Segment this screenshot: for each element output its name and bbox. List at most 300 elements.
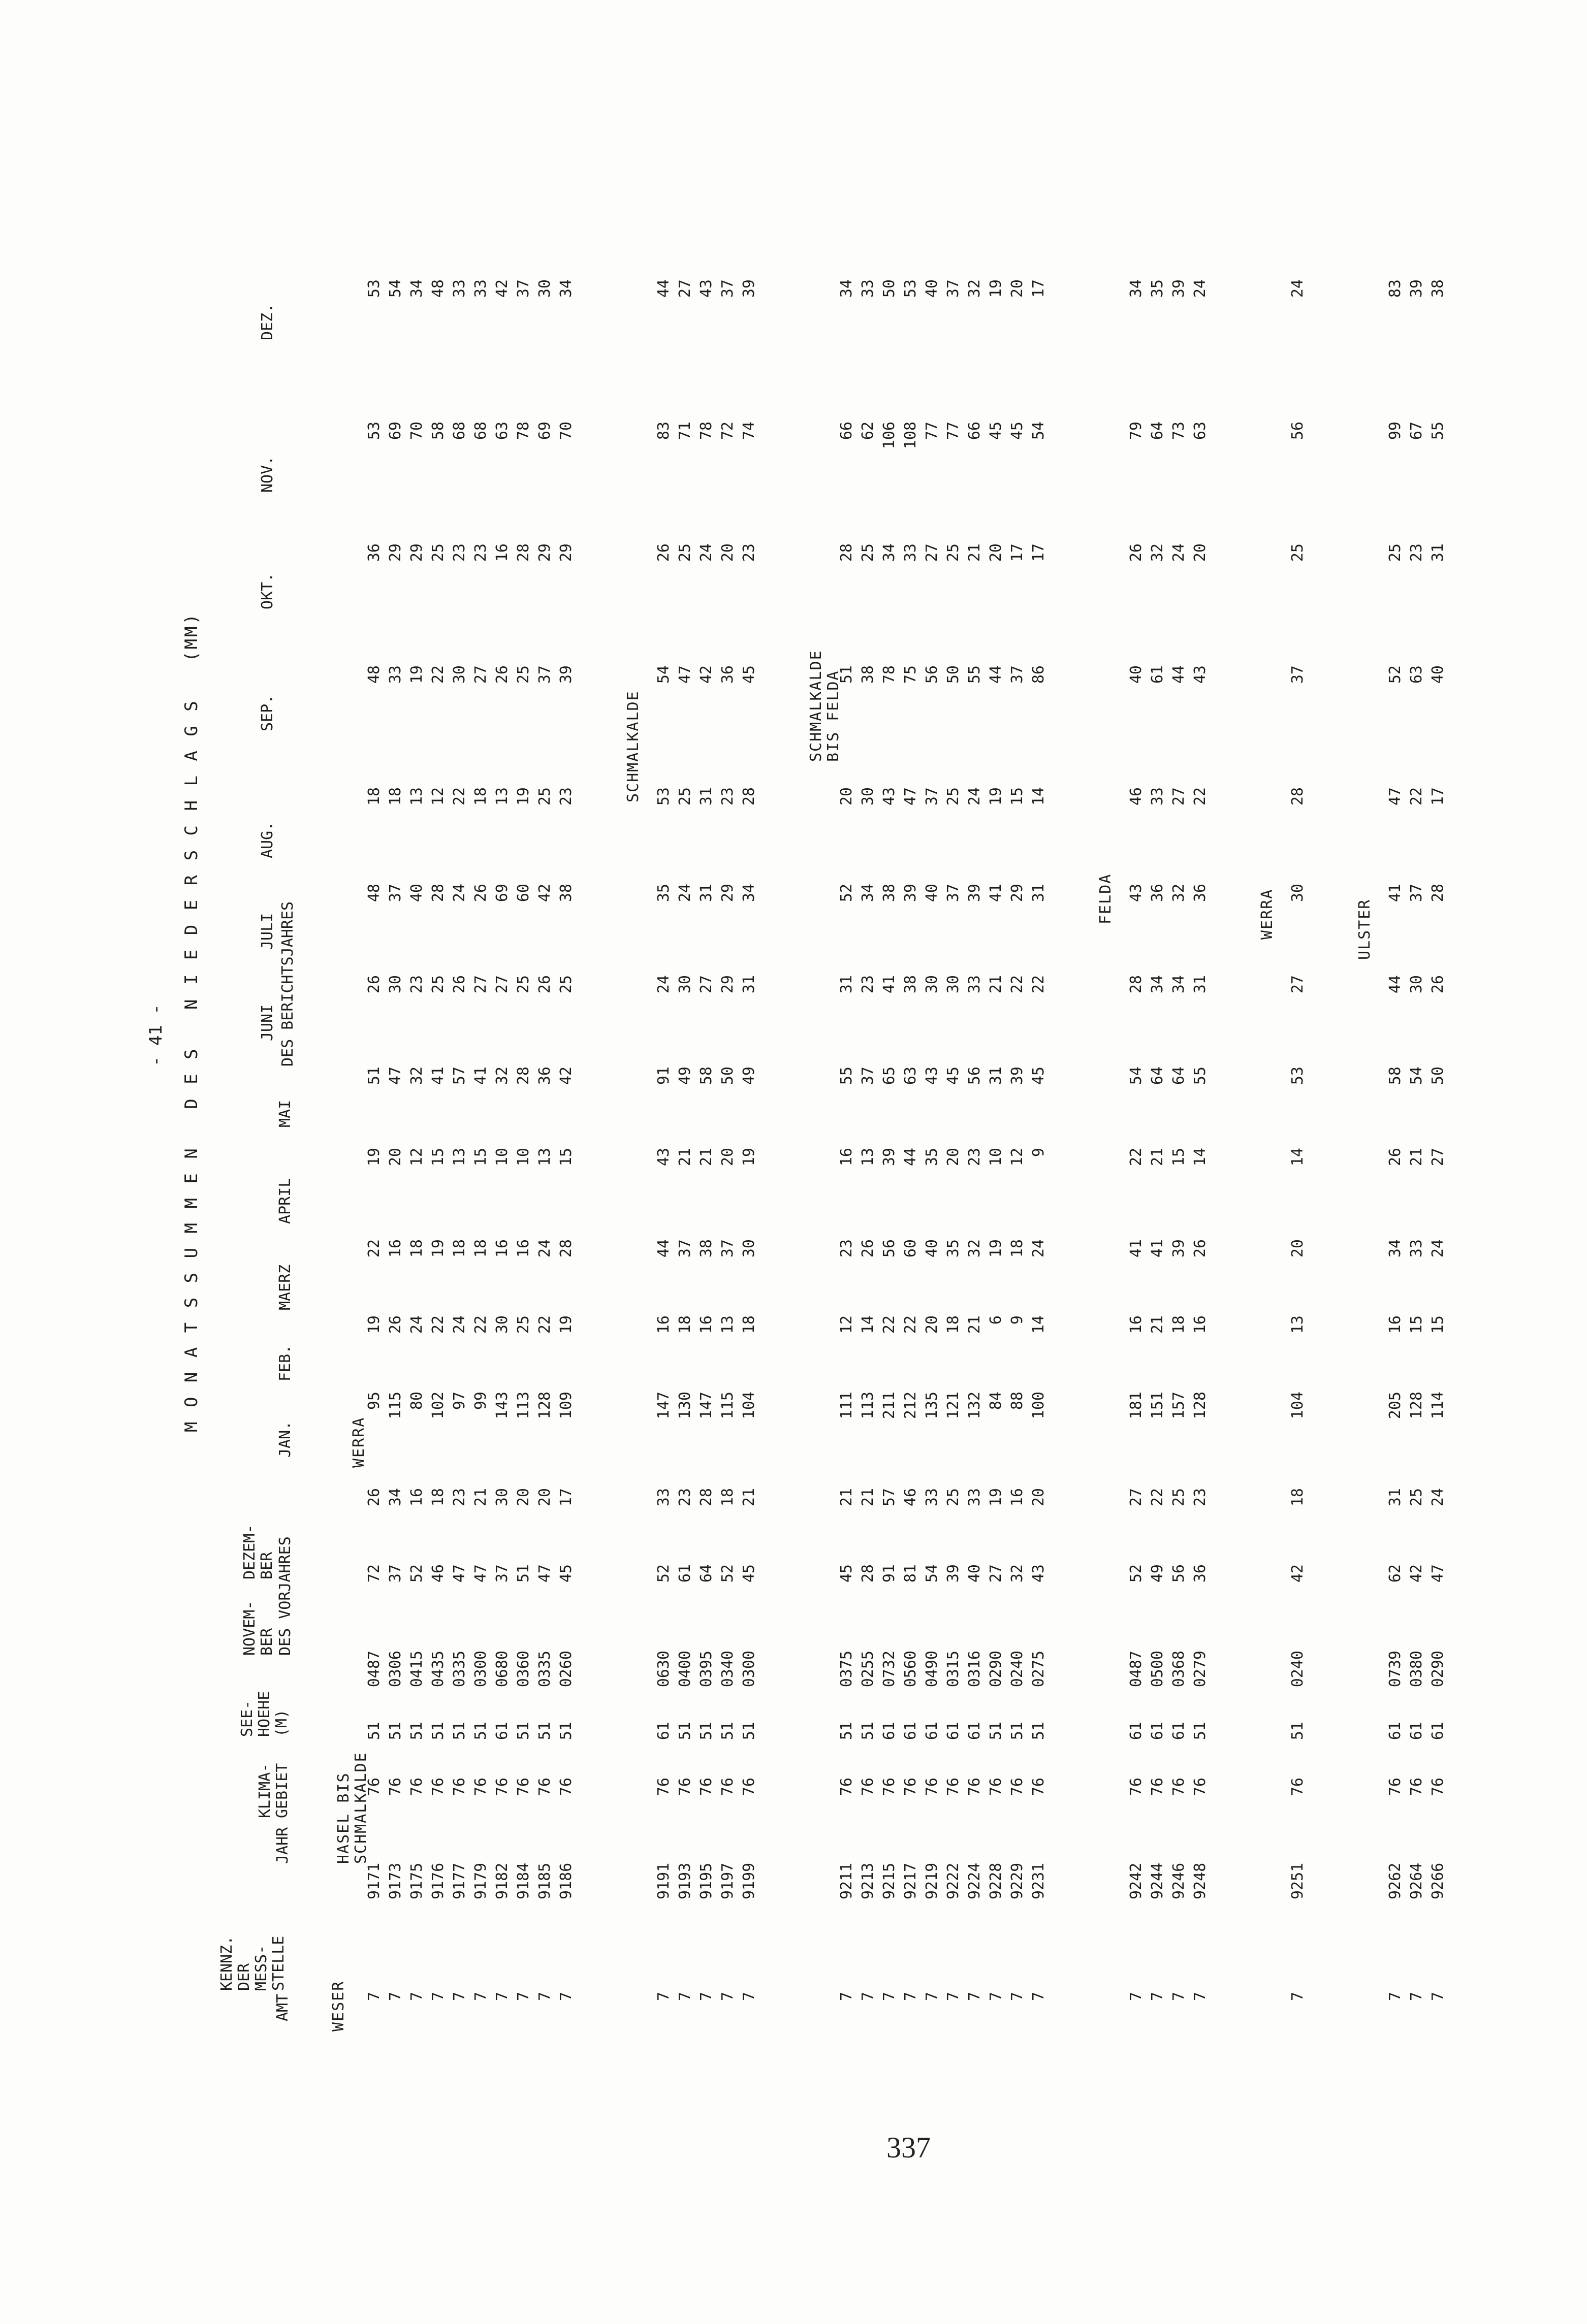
table-cell: 23 — [1408, 543, 1425, 562]
col-okt: OKT. — [259, 572, 276, 609]
table-cell: 26 — [365, 1488, 383, 1507]
table-cell: 7 — [1191, 1991, 1209, 2001]
table-cell: 21 — [472, 1488, 490, 1507]
table-cell: 51 — [387, 1722, 404, 1740]
table-cell: 55 — [1191, 1067, 1209, 1085]
group-label: FELDA — [1097, 873, 1115, 924]
table-cell: 88 — [1008, 1392, 1026, 1410]
table-cell: 18 — [451, 1239, 468, 1258]
table-cell: 30 — [676, 975, 694, 994]
table-cell: 25 — [515, 665, 532, 684]
table-cell: 54 — [387, 279, 404, 298]
table-cell: 22 — [1127, 1148, 1145, 1167]
table-cell: 114 — [1429, 1392, 1447, 1419]
table-cell: 29 — [557, 543, 575, 562]
table-cell: 22 — [365, 1239, 383, 1258]
table-cell: 30 — [451, 665, 468, 684]
table-cell: 76 — [387, 1778, 404, 1796]
table-cell: 0240 — [1008, 1651, 1026, 1688]
table-cell: 0630 — [655, 1651, 673, 1688]
table-cell: 21 — [987, 975, 1005, 994]
table-cell: 22 — [1008, 975, 1026, 994]
table-cell: 13 — [1289, 1315, 1307, 1334]
table-cell: 76 — [1008, 1778, 1026, 1796]
table-cell: 211 — [880, 1392, 898, 1419]
table-cell: 47 — [387, 1067, 404, 1085]
table-cell: 97 — [451, 1392, 468, 1410]
table-cell: 39 — [1408, 279, 1425, 298]
table-cell: 9266 — [1429, 1862, 1447, 1899]
table-cell: 51 — [451, 1722, 468, 1740]
table-cell: 212 — [902, 1392, 919, 1419]
table-cell: 22 — [1408, 787, 1425, 806]
group-label: SCHMALKALDE — [624, 690, 642, 802]
table-cell: 39 — [902, 884, 919, 902]
table-cell: 57 — [880, 1488, 898, 1507]
table-cell: 63 — [1191, 422, 1209, 440]
table-cell: 51 — [676, 1722, 694, 1740]
table-cell: 18 — [1008, 1239, 1026, 1258]
table-cell: 9224 — [966, 1862, 983, 1899]
group-label: SCHMALKALDE BIS FELDA — [807, 650, 842, 762]
table-cell: 31 — [740, 975, 758, 994]
table-cell: 25 — [557, 975, 575, 994]
table-cell: 25 — [1408, 1488, 1425, 1507]
table-cell: 36 — [1149, 884, 1166, 902]
table-cell: 27 — [923, 543, 941, 562]
table-cell: 50 — [944, 665, 962, 684]
table-cell: 0680 — [493, 1651, 511, 1688]
table-cell: 42 — [557, 1067, 575, 1085]
table-cell: 48 — [365, 884, 383, 902]
table-cell: 36 — [719, 665, 737, 684]
table-cell: 40 — [1127, 665, 1145, 684]
table-cell: 17 — [1030, 543, 1048, 562]
table-cell: 0395 — [697, 1651, 715, 1688]
table-cell: 38 — [1429, 279, 1447, 298]
table-cell: 16 — [493, 1239, 511, 1258]
table-cell: 0435 — [429, 1651, 447, 1688]
table-cell: 61 — [655, 1722, 673, 1740]
table-cell: 58 — [697, 1067, 715, 1085]
table-cell: 21 — [1408, 1148, 1425, 1167]
table-cell: 21 — [859, 1488, 877, 1507]
table-cell: 34 — [557, 279, 575, 298]
table-cell: 61 — [902, 1722, 919, 1740]
table-cell: 113 — [859, 1392, 877, 1419]
table-cell: 14 — [1030, 787, 1048, 806]
table-cell: 24 — [1170, 543, 1188, 562]
table-cell: 51 — [1289, 1722, 1307, 1740]
table-cell: 64 — [1170, 1067, 1188, 1085]
table-cell: 13 — [859, 1148, 877, 1167]
table-cell: 28 — [557, 1239, 575, 1258]
table-cell: 46 — [902, 1488, 919, 1507]
table-cell: 39 — [740, 279, 758, 298]
table-cell: 47 — [536, 1564, 554, 1583]
table-cell: 51 — [472, 1722, 490, 1740]
table-cell: 78 — [880, 665, 898, 684]
table-cell: 24 — [966, 787, 983, 806]
table-cell: 28 — [859, 1564, 877, 1583]
col-jahr: JAHR — [274, 1827, 292, 1864]
table-cell: 21 — [1149, 1315, 1166, 1334]
table-cell: 23 — [719, 787, 737, 806]
table-cell: 19 — [429, 1239, 447, 1258]
table-cell: 12 — [838, 1315, 855, 1334]
table-cell: 80 — [408, 1392, 426, 1410]
table-cell: 0340 — [719, 1651, 737, 1688]
table-cell: 0368 — [1170, 1651, 1188, 1688]
table-cell: 27 — [493, 975, 511, 994]
header-number: - 41 - — [146, 1004, 166, 1067]
table-cell: 32 — [966, 279, 983, 298]
table-cell: 31 — [1191, 975, 1209, 994]
table-cell: 81 — [902, 1564, 919, 1583]
table-cell: 55 — [838, 1067, 855, 1085]
table-cell: 24 — [1030, 1239, 1048, 1258]
table-cell: 62 — [859, 422, 877, 440]
table-cell: 29 — [408, 543, 426, 562]
table-cell: 0400 — [676, 1651, 694, 1688]
table-cell: 30 — [387, 975, 404, 994]
table-cell: 37 — [387, 884, 404, 902]
table-cell: 48 — [365, 665, 383, 684]
table-cell: 7 — [557, 1991, 575, 2001]
table-cell: 0500 — [1149, 1651, 1166, 1688]
table-cell: 32 — [1170, 884, 1188, 902]
table-cell: 19 — [408, 665, 426, 684]
table-cell: 51 — [987, 1722, 1005, 1740]
rotated-table — [146, 102, 1448, 2031]
table-cell: 25 — [944, 543, 962, 562]
table-cell: 7 — [1429, 1991, 1447, 2001]
table-cell: 56 — [966, 1067, 983, 1085]
table-cell: 69 — [493, 884, 511, 902]
table-cell: 46 — [429, 1564, 447, 1583]
table-cell: 32 — [1008, 1564, 1026, 1583]
table-cell: 33 — [655, 1488, 673, 1507]
table-cell: 76 — [880, 1778, 898, 1796]
table-cell: 27 — [676, 279, 694, 298]
table-cell: 20 — [536, 1488, 554, 1507]
table-cell: 147 — [655, 1392, 673, 1419]
table-cell: 34 — [1127, 279, 1145, 298]
table-cell: 45 — [557, 1564, 575, 1583]
table-cell: 61 — [676, 1564, 694, 1583]
table-cell: 7 — [859, 1991, 877, 2001]
table-cell: 31 — [697, 884, 715, 902]
table-cell: 17 — [1429, 787, 1447, 806]
table-cell: 9217 — [902, 1862, 919, 1899]
table-cell: 16 — [697, 1315, 715, 1334]
table-cell: 12 — [408, 1148, 426, 1167]
table-cell: 24 — [655, 975, 673, 994]
table-cell: 16 — [1191, 1315, 1209, 1334]
table-cell: 104 — [740, 1392, 758, 1419]
table-cell: 28 — [697, 1488, 715, 1507]
table-cell: 50 — [880, 279, 898, 298]
table-cell: 14 — [1289, 1148, 1307, 1167]
table-cell: 9 — [1008, 1315, 1026, 1325]
table-title: M O N A T S S U M M E N D E S N I E D E R S C H L A G S (MM) — [181, 611, 202, 1432]
table-cell: 16 — [408, 1488, 426, 1507]
table-cell: 9211 — [838, 1862, 855, 1899]
table-cell: 41 — [1386, 884, 1404, 902]
table-cell: 22 — [1030, 975, 1048, 994]
table-cell: 22 — [536, 1315, 554, 1334]
table-cell: 76 — [944, 1778, 962, 1796]
table-cell: 28 — [740, 787, 758, 806]
table-cell: 45 — [987, 422, 1005, 440]
table-cell: 13 — [408, 787, 426, 806]
col-juni: JUNI — [259, 1004, 276, 1041]
table-cell: 35 — [1149, 279, 1166, 298]
table-cell: 28 — [1289, 787, 1307, 806]
table-cell: 22 — [880, 1315, 898, 1334]
table-cell: 25 — [676, 787, 694, 806]
table-cell: 15 — [1008, 787, 1026, 806]
table-cell: 63 — [902, 1067, 919, 1085]
table-cell: 23 — [557, 787, 575, 806]
table-cell: 29 — [719, 884, 737, 902]
table-cell: 51 — [365, 1722, 383, 1740]
table-cell: 34 — [387, 1488, 404, 1507]
table-cell: 9264 — [1408, 1862, 1425, 1899]
table-cell: 76 — [987, 1778, 1005, 1796]
table-cell: 22 — [902, 1315, 919, 1334]
table-cell: 77 — [944, 422, 962, 440]
table-cell: 23 — [472, 543, 490, 562]
table-cell: 76 — [472, 1778, 490, 1796]
table-cell: 106 — [880, 422, 898, 449]
table-cell: 9222 — [944, 1862, 962, 1899]
table-cell: 43 — [1191, 665, 1209, 684]
table-cell: 21 — [1149, 1148, 1166, 1167]
table-cell: 26 — [365, 975, 383, 994]
table-cell: 7 — [1289, 1991, 1307, 2001]
table-cell: 49 — [676, 1067, 694, 1085]
table-cell: 76 — [1170, 1778, 1188, 1796]
table-cell: 9182 — [493, 1862, 511, 1899]
table-cell: 76 — [923, 1778, 941, 1796]
table-cell: 24 — [1429, 1488, 1447, 1507]
table-cell: 9219 — [923, 1862, 941, 1899]
table-cell: 6 — [987, 1315, 1005, 1325]
table-cell: 22 — [472, 1315, 490, 1334]
table-cell: 43 — [697, 279, 715, 298]
table-cell: 76 — [493, 1778, 511, 1796]
table-cell: 63 — [493, 422, 511, 440]
table-cell: 99 — [472, 1392, 490, 1410]
table-cell: 19 — [987, 279, 1005, 298]
table-cell: 0739 — [1386, 1651, 1404, 1688]
table-cell: 61 — [923, 1722, 941, 1740]
table-cell: 20 — [515, 1488, 532, 1507]
table-cell: 18 — [408, 1239, 426, 1258]
table-cell: 30 — [923, 975, 941, 994]
col-dez: DEZ. — [259, 303, 276, 340]
table-cell: 51 — [557, 1722, 575, 1740]
table-cell: 7 — [1408, 1991, 1425, 2001]
table-cell: 29 — [387, 543, 404, 562]
table-cell: 24 — [536, 1239, 554, 1258]
table-cell: 34 — [1170, 975, 1188, 994]
table-cell: 9244 — [1149, 1862, 1166, 1899]
table-cell: 16 — [515, 1239, 532, 1258]
table-cell: 18 — [719, 1488, 737, 1507]
table-cell: 54 — [1408, 1067, 1425, 1085]
table-cell: 15 — [429, 1148, 447, 1167]
table-cell: 42 — [697, 665, 715, 684]
table-cell: 64 — [1149, 1067, 1166, 1085]
table-cell: 19 — [365, 1315, 383, 1334]
table-cell: 48 — [429, 279, 447, 298]
table-cell: 42 — [1408, 1564, 1425, 1583]
table-cell: 13 — [536, 1148, 554, 1167]
table-cell: 33 — [923, 1488, 941, 1507]
table-cell: 121 — [944, 1392, 962, 1419]
table-cell: 27 — [472, 975, 490, 994]
table-cell: 0279 — [1191, 1651, 1209, 1688]
table-cell: 47 — [451, 1564, 468, 1583]
table-cell: 52 — [1127, 1564, 1145, 1583]
table-cell: 20 — [1008, 279, 1026, 298]
table-cell: 25 — [536, 787, 554, 806]
table-cell: 36 — [536, 1067, 554, 1085]
table-cell: 9246 — [1170, 1862, 1188, 1899]
table-cell: 7 — [1030, 1991, 1048, 2001]
table-cell: 9231 — [1030, 1862, 1048, 1899]
col-juli: JULI — [259, 913, 276, 950]
table-cell: 22 — [429, 1315, 447, 1334]
table-cell: 44 — [1170, 665, 1188, 684]
table-cell: 51 — [719, 1722, 737, 1740]
table-cell: 76 — [719, 1778, 737, 1796]
table-cell: 58 — [429, 422, 447, 440]
table-cell: 9251 — [1289, 1862, 1307, 1899]
table-cell: 25 — [859, 543, 877, 562]
table-cell: 18 — [740, 1315, 758, 1334]
table-cell: 20 — [987, 543, 1005, 562]
table-cell: 111 — [838, 1392, 855, 1419]
table-cell: 23 — [859, 975, 877, 994]
table-cell: 104 — [1289, 1392, 1307, 1419]
table-cell: 38 — [697, 1239, 715, 1258]
col-novem: NOVEM- BER — [241, 1600, 276, 1656]
table-cell: 29 — [536, 543, 554, 562]
table-cell: 18 — [676, 1315, 694, 1334]
table-cell: 38 — [859, 665, 877, 684]
table-cell: 76 — [966, 1778, 983, 1796]
table-cell: 20 — [719, 1148, 737, 1167]
table-cell: 76 — [697, 1778, 715, 1796]
table-cell: 109 — [557, 1392, 575, 1419]
table-cell: 54 — [655, 665, 673, 684]
table-cell: 76 — [451, 1778, 468, 1796]
table-cell: 23 — [1191, 1488, 1209, 1507]
table-cell: 38 — [880, 884, 898, 902]
table-cell: 44 — [655, 279, 673, 298]
table-cell: 9177 — [451, 1862, 468, 1899]
table-cell: 16 — [387, 1239, 404, 1258]
table-cell: 78 — [515, 422, 532, 440]
table-cell: 60 — [515, 884, 532, 902]
table-cell: 42 — [493, 279, 511, 298]
col-klima: KLIMA- GEBIET — [256, 1763, 291, 1818]
table-cell: 0255 — [859, 1651, 877, 1688]
table-cell: 12 — [429, 787, 447, 806]
table-cell: 50 — [719, 1067, 737, 1085]
table-cell: 32 — [966, 1239, 983, 1258]
table-cell: 24 — [676, 884, 694, 902]
table-cell: 35 — [944, 1239, 962, 1258]
table-cell: 23 — [451, 1488, 468, 1507]
table-cell: 76 — [859, 1778, 877, 1796]
table-cell: 51 — [1030, 1722, 1048, 1740]
table-cell: 132 — [966, 1392, 983, 1419]
table-cell: 19 — [987, 1488, 1005, 1507]
table-cell: 76 — [655, 1778, 673, 1796]
table-cell: 33 — [451, 279, 468, 298]
table-cell: 128 — [1191, 1392, 1209, 1419]
table-cell: 15 — [557, 1148, 575, 1167]
table-cell: 19 — [365, 1148, 383, 1167]
table-cell: 33 — [1149, 787, 1166, 806]
table-cell: 72 — [719, 422, 737, 440]
table-cell: 25 — [515, 975, 532, 994]
table-cell: 40 — [966, 1564, 983, 1583]
table-cell: 20 — [719, 543, 737, 562]
table-cell: 56 — [1289, 422, 1307, 440]
table-cell: 157 — [1170, 1392, 1188, 1419]
table-cell: 33 — [966, 1488, 983, 1507]
table-cell: 45 — [740, 1564, 758, 1583]
table-cell: 83 — [655, 422, 673, 440]
table-cell: 37 — [676, 1239, 694, 1258]
table-cell: 7 — [365, 1991, 383, 2001]
col-sep: SEP. — [259, 694, 276, 731]
table-cell: 40 — [923, 884, 941, 902]
table-cell: 41 — [472, 1067, 490, 1085]
table-cell: 22 — [1149, 1488, 1166, 1507]
table-cell: 25 — [1170, 1488, 1188, 1507]
table-cell: 76 — [902, 1778, 919, 1796]
table-cell: 24 — [1191, 279, 1209, 298]
table-cell: 0315 — [944, 1651, 962, 1688]
table-cell: 43 — [923, 1067, 941, 1085]
table-cell: 75 — [902, 665, 919, 684]
table-cell: 7 — [987, 1991, 1005, 2001]
table-cell: 23 — [408, 975, 426, 994]
table-cell: 37 — [719, 279, 737, 298]
col-amt: AMT — [274, 1993, 292, 2021]
table-cell: 31 — [1429, 543, 1447, 562]
table-cell: 70 — [408, 422, 426, 440]
table-cell: 38 — [902, 975, 919, 994]
table-cell: 19 — [740, 1148, 758, 1167]
table-cell: 76 — [838, 1778, 855, 1796]
table-cell: 28 — [515, 1067, 532, 1085]
table-cell: 34 — [859, 884, 877, 902]
table-cell: 37 — [515, 279, 532, 298]
table-cell: 7 — [966, 1991, 983, 2001]
table-cell: 20 — [838, 787, 855, 806]
table-cell: 13 — [719, 1315, 737, 1334]
table-cell: 40 — [408, 884, 426, 902]
table-cell: 7 — [1170, 1991, 1188, 2001]
table-cell: 17 — [557, 1488, 575, 1507]
